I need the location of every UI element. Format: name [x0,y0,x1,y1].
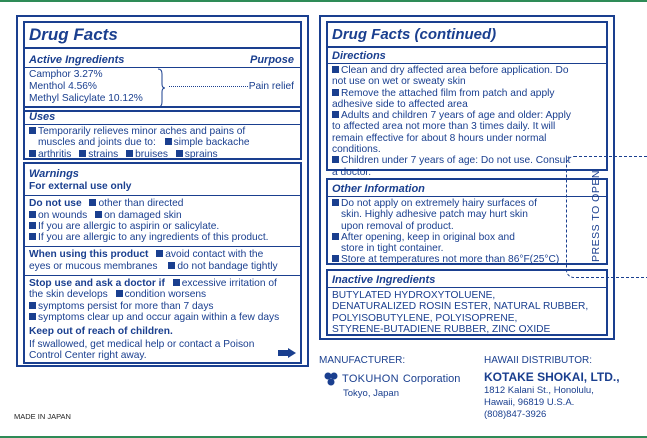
direction-2-line-2: adhesive side to affected area [332,98,468,110]
ingredient-methyl-salicylate: Methyl Salicylate 10.12% [29,93,143,104]
use-simple-backache: simple backache [165,137,250,148]
other-2-line-1: After opening, keep in original box and [332,232,606,243]
when-avoid-contact: avoid contact with the [156,249,263,260]
direction-3-line-3: remain effective for about 8 hours under normal [332,132,547,144]
use-arthritis: arthritis [29,149,71,160]
tokuhon-logo [323,372,460,386]
dotted-leader [169,86,248,87]
uses-line-2: muscles and joints due to: [38,137,156,149]
distributor-name: KOTAKE SHOKAI, LTD., [484,370,620,384]
use-strains: strains [79,149,118,160]
do-not-use-label: Do not use [29,198,82,210]
active-ingredients-header: Active Ingredients [29,54,125,66]
ingredient-camphor: Camphor 3.27% [29,69,103,80]
tokuhon-brand: TOKUHON [342,373,399,385]
purpose-header: Purpose [249,54,294,66]
when-no-bandage: do not bandage tightly [168,261,277,272]
direction-3-line-4: conditions. [332,144,381,156]
inactive-line-3: POLYISOBUTYLENE, POLYISOPRENE, [332,312,518,324]
directions-box [326,21,608,178]
active-ingredients-box [23,21,302,112]
direction-1-line-1: Clean and dry affected area before application. Do [332,65,606,76]
stop-use-label: Stop use and ask a doctor if [29,278,165,290]
uses-header: Uses [29,111,56,123]
when-eyes: eyes or mucous membranes [29,260,158,272]
dnu-damaged-skin: on damaged skin [95,210,182,221]
drug-facts-continued-title: Drug Facts (continued) [332,26,497,43]
purpose-value: Pain relief [248,81,294,92]
manufacturer-city: Tokyo, Japan [343,388,399,399]
top-edge-line [0,0,647,2]
directions-header: Directions [332,50,386,62]
made-in-japan: MADE IN JAPAN [14,412,71,421]
direction-3-line-1: Adults and children 7 years of age and older: Apply [332,110,606,121]
swallow-line-2: Control Center right away. [29,349,147,361]
use-sprains: sprains [176,149,218,160]
other-1-line-1: Do not apply on extremely hairy surfaces of [332,198,606,209]
inactive-line-1: BUTYLATED HYDROXYTOLUENE, [332,290,496,301]
warnings-box [23,162,302,364]
keep-out-of-reach: Keep out of reach of children. [29,326,173,338]
inactive-line-2: DENATURALIZED ROSIN ESTER, NATURAL RUBBER, [332,301,589,313]
press-to-open-label: PRESS TO OPEN [590,170,602,262]
distributor-address-2: Hawaii, 96819 U.S.A. [484,397,575,408]
direction-3-line-2: to affected area not more than 3 times daily. It will [332,121,556,133]
swallow-line-1: If swallowed, get medical help or contact a Poison [29,338,255,350]
direction-4-line-2: a doctor. [332,166,372,178]
ingredient-menthol: Menthol 4.56% [29,81,97,92]
stop-irritation: excessive irritation of [173,278,277,289]
stop-clear-up: symptoms clear up and occur again within a few days [29,312,300,323]
stop-skin-develops: the skin develops [29,289,108,301]
uses-line-1: Temporarily relieves minor aches and pains of [29,126,300,137]
other-2-line-2: store in tight container. [341,243,444,255]
other-1-line-3: upon removal of product. [341,220,454,232]
direction-4-line-1: Children under 7 years of age: Do not use. Consult [332,155,606,166]
inactive-ingredients-box [326,269,608,336]
stop-condition-worsens: condition worsens [116,289,207,300]
distributor-phone: (808)847-3926 [484,409,547,420]
dnu-any-ingredients: If you are allergic to any ingredients of this product. [29,232,300,243]
distributor-label: HAWAII DISTRIBUTOR: [484,355,592,366]
manufacturer-label: MANUFACTURER: [319,355,406,366]
inactive-line-4: STYRENE-BUTADIENE RUBBER, ZINC OXIDE [332,323,551,335]
stop-persist: symptoms persist for more than 7 days [29,301,300,312]
other-3-line-1: Store at temperatures not more than 86°F(25°C) [332,254,606,265]
direction-2-line-1: Remove the attached film from patch and apply [332,88,606,99]
external-use-only: For external use only [29,181,132,192]
dnu-on-wounds: on wounds [29,210,87,221]
other-1-line-2: skin. Highly adhesive patch may hurt skin [341,209,528,221]
drug-facts-title: Drug Facts [29,25,118,44]
use-bruises: bruises [126,149,168,160]
manufacturer-name: Corporation [402,373,461,385]
brace-icon [156,68,166,108]
arrow-right-icon [278,348,296,358]
press-to-open-tab[interactable] [566,156,647,278]
dnu-other-than-directed: other than directed [89,198,183,209]
uses-box [23,106,302,160]
when-using-label: When using this product [29,249,149,261]
warnings-header: Warnings [29,168,79,180]
drug-facts-panel [16,15,309,367]
tokuhon-logo-icon [323,372,339,386]
other-info-header: Other Information [332,183,425,195]
inactive-header: Inactive Ingredients [332,274,436,286]
dnu-aspirin: If you are allergic to aspirin or salicylate. [29,221,300,232]
direction-1-line-2: not use on wet or sweaty skin [332,76,466,88]
distributor-address-1: 1812 Kalani St., Honolulu, [484,385,594,396]
